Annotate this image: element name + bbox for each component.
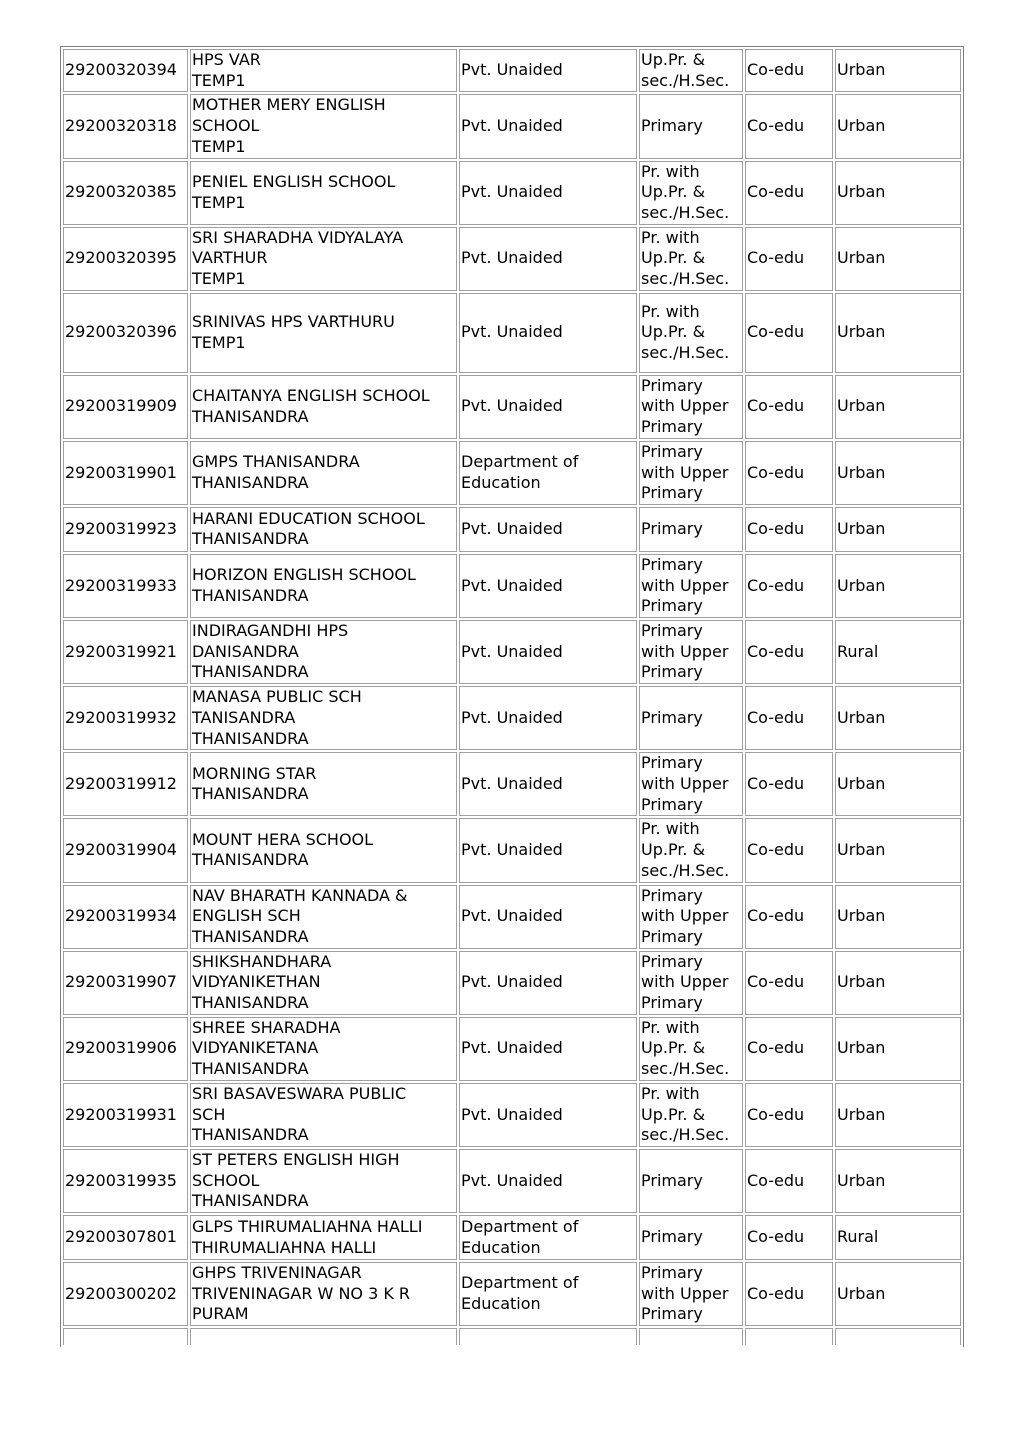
category-line: Up.Pr. & [641, 248, 706, 268]
school-name-cell [190, 885, 457, 949]
category-line: Pr. with [641, 819, 700, 839]
school-name-line: SHREE SHARADHA [192, 1017, 341, 1037]
school-type-cell: Co-edu [745, 818, 833, 882]
school-name-line: THANISANDRA [192, 472, 309, 492]
area-cell: Urban [835, 94, 961, 158]
category-cell [639, 686, 743, 750]
table-row [63, 49, 961, 92]
school-name-line: THANISANDRA [192, 1191, 309, 1211]
table-row [63, 951, 961, 1015]
school-name-cell [190, 49, 457, 92]
school-code-cell: 29200320395 [63, 227, 188, 291]
category-line: Primary [641, 794, 703, 814]
category-line: with Upper [641, 906, 729, 926]
school-type-cell: Co-edu [745, 507, 833, 552]
school-name-line: PENIEL ENGLISH SCHOOL [192, 171, 396, 191]
school-type-cell: Co-edu [745, 1149, 833, 1213]
category-line: sec./H.Sec. [641, 70, 730, 90]
school-name-line: HARANI EDUCATION SCHOOL [192, 508, 425, 528]
school-name-line: THANISANDRA [192, 728, 309, 748]
school-name-line: THANISANDRA [192, 529, 309, 549]
school-code-cell: 29200319909 [63, 375, 188, 439]
school-name-line: THANISANDRA [192, 1059, 309, 1079]
table-row [63, 1215, 961, 1260]
school-name-cell [190, 951, 457, 1015]
school-code-cell: 29200319912 [63, 752, 188, 816]
table-row [63, 293, 961, 373]
category-line: Primary [641, 951, 703, 971]
category-cell [639, 885, 743, 949]
school-type-cell: Co-edu [745, 885, 833, 949]
table-row [63, 441, 961, 505]
school-name-line: INDIRAGANDHI HPS [192, 621, 349, 641]
school-name-line: THANISANDRA [192, 406, 309, 426]
table-row [63, 507, 961, 552]
management-cell: Pvt. Unaided [459, 227, 637, 291]
school-name-line: TRIVENINAGAR W NO 3 K R [192, 1283, 411, 1303]
school-name-line: MOUNT HERA SCHOOL [192, 829, 374, 849]
school-name-cell [190, 507, 457, 552]
management-cell: Pvt. Unaided [459, 818, 637, 882]
category-line: Primary [641, 993, 703, 1013]
school-code-cell: 29200307801 [63, 1215, 188, 1260]
category-line: Pr. with [641, 1017, 700, 1037]
management-cell: Pvt. Unaided [459, 161, 637, 225]
school-name-cell [190, 375, 457, 439]
area-cell: Urban [835, 1017, 961, 1081]
school-name-cell [190, 227, 457, 291]
school-name-cell [190, 1215, 457, 1260]
school-name-line: MOTHER MERY ENGLISH [192, 95, 386, 115]
area-cell: Urban [835, 441, 961, 505]
school-name-line: GHPS TRIVENINAGAR [192, 1263, 362, 1283]
school-type-cell: Co-edu [745, 293, 833, 373]
school-name-line: HPS VAR [192, 50, 261, 69]
school-type-cell: Co-edu [745, 554, 833, 618]
school-name-cell [190, 293, 457, 373]
category-cell [639, 1262, 743, 1326]
category-line: Up.Pr. & [641, 1104, 706, 1124]
empty-cell [63, 1328, 188, 1345]
table-row [63, 1262, 961, 1326]
category-line: Pr. with [641, 161, 700, 181]
school-type-cell: Co-edu [745, 752, 833, 816]
school-name-line: THANISANDRA [192, 926, 309, 946]
category-cell [639, 227, 743, 291]
school-code-cell: 29200319921 [63, 620, 188, 684]
school-name-line: TEMP1 [192, 70, 246, 90]
category-cell [639, 818, 743, 882]
category-cell [639, 161, 743, 225]
school-name-line: TANISANDRA [192, 707, 296, 727]
management-cell: Pvt. Unaided [459, 686, 637, 750]
category-line: Primary [641, 621, 703, 641]
management-cell: Pvt. Unaided [459, 620, 637, 684]
school-code-cell: 29200320318 [63, 94, 188, 158]
school-name-cell [190, 554, 457, 618]
area-cell: Urban [835, 227, 961, 291]
category-cell [639, 293, 743, 373]
empty-cell [190, 1328, 457, 1345]
category-line: Primary [641, 707, 703, 727]
category-line: Primary [641, 375, 703, 395]
school-name-cell [190, 752, 457, 816]
area-cell: Urban [835, 161, 961, 225]
school-name-cell [190, 1262, 457, 1326]
empty-cell [745, 1328, 833, 1345]
category-line: Primary [641, 519, 703, 539]
school-name-line: TEMP1 [192, 332, 246, 352]
school-name-line: THIRUMALIAHNA HALLI [192, 1237, 377, 1257]
school-name-line: HORIZON ENGLISH SCHOOL [192, 565, 416, 585]
area-cell: Urban [835, 1083, 961, 1147]
category-line: Pr. with [641, 227, 700, 247]
school-name-cell [190, 686, 457, 750]
school-name-cell [190, 620, 457, 684]
school-type-cell: Co-edu [745, 94, 833, 158]
category-line: Primary [641, 596, 703, 616]
category-line: sec./H.Sec. [641, 860, 730, 880]
management-cell: Department of Education [459, 1262, 637, 1326]
school-name-line: SCH [192, 1104, 226, 1124]
category-line: Primary [641, 417, 703, 437]
school-code-cell: 29200319906 [63, 1017, 188, 1081]
table-row [63, 620, 961, 684]
category-line: Up.Pr. & [641, 1038, 706, 1058]
school-code-cell: 29200319907 [63, 951, 188, 1015]
category-line: with Upper [641, 972, 729, 992]
category-line: sec./H.Sec. [641, 343, 730, 363]
school-name-line: SRI SHARADHA VIDYALAYA [192, 227, 404, 247]
school-name-line: THANISANDRA [192, 1125, 309, 1145]
category-cell [639, 507, 743, 552]
management-cell: Department of Education [459, 441, 637, 505]
area-cell: Urban [835, 375, 961, 439]
school-name-cell [190, 94, 457, 158]
area-cell: Urban [835, 686, 961, 750]
school-name-line: CHAITANYA ENGLISH SCHOOL [192, 386, 430, 406]
school-name-line: VARTHUR [192, 248, 268, 268]
category-line: Pr. with [641, 1083, 700, 1103]
school-code-cell: 29200319923 [63, 507, 188, 552]
school-code-cell: 29200300202 [63, 1262, 188, 1326]
category-line: with Upper [641, 641, 729, 661]
school-name-line: SHIKSHANDHARA [192, 951, 332, 971]
category-line: Primary [641, 885, 703, 905]
school-name-cell [190, 161, 457, 225]
school-name-line: GMPS THANISANDRA [192, 452, 360, 472]
area-cell: Urban [835, 818, 961, 882]
school-type-cell: Co-edu [745, 951, 833, 1015]
category-cell [639, 620, 743, 684]
management-cell: Pvt. Unaided [459, 1017, 637, 1081]
category-line: Primary [641, 1263, 703, 1283]
management-cell: Department of Education [459, 1215, 637, 1260]
school-name-line: PURAM [192, 1304, 249, 1324]
area-cell: Urban [835, 951, 961, 1015]
school-name-line: THANISANDRA [192, 586, 309, 605]
area-cell: Rural [835, 620, 961, 684]
category-line: with Upper [641, 462, 729, 482]
category-line: Primary [641, 926, 703, 946]
category-line: Pr. with [641, 301, 700, 321]
school-name-cell [190, 1083, 457, 1147]
management-cell: Pvt. Unaided [459, 293, 637, 373]
school-name-line: THANISANDRA [192, 850, 309, 870]
area-cell: Urban [835, 1149, 961, 1213]
school-name-cell [190, 1017, 457, 1081]
school-name-line: THANISANDRA [192, 784, 309, 804]
school-name-line: DANISANDRA [192, 641, 299, 661]
table-row [63, 885, 961, 949]
category-line: Primary [641, 116, 703, 136]
category-cell [639, 94, 743, 158]
school-name-line: ST PETERS ENGLISH HIGH [192, 1149, 400, 1169]
table-row-cutoff [63, 1328, 961, 1345]
area-cell: Urban [835, 507, 961, 552]
table-row [63, 227, 961, 291]
area-cell: Urban [835, 885, 961, 949]
school-code-cell: 29200319934 [63, 885, 188, 949]
category-line: Up.Pr. & [641, 322, 706, 342]
school-code-cell: 29200319932 [63, 686, 188, 750]
category-line: Primary [641, 441, 703, 461]
category-cell [639, 375, 743, 439]
school-code-cell: 29200319904 [63, 818, 188, 882]
category-line: with Upper [641, 773, 729, 793]
management-cell: Pvt. Unaided [459, 1083, 637, 1147]
empty-cell [639, 1328, 743, 1345]
school-name-line: TEMP1 [192, 136, 246, 156]
area-cell: Urban [835, 1262, 961, 1326]
category-line: Up.Pr. & [641, 50, 706, 69]
school-name-line: THANISANDRA [192, 662, 309, 682]
area-cell: Urban [835, 752, 961, 816]
school-type-cell: Co-edu [745, 161, 833, 225]
table-row [63, 752, 961, 816]
category-line: Primary [641, 1170, 703, 1190]
school-name-cell [190, 441, 457, 505]
table-row [63, 1083, 961, 1147]
table-row [63, 818, 961, 882]
category-line: sec./H.Sec. [641, 269, 730, 289]
school-code-cell: 29200319931 [63, 1083, 188, 1147]
school-type-cell: Co-edu [745, 1083, 833, 1147]
school-type-cell: Co-edu [745, 49, 833, 92]
school-table-body [63, 49, 961, 1345]
category-line: Primary [641, 554, 703, 574]
management-cell: Pvt. Unaided [459, 885, 637, 949]
category-line: Up.Pr. & [641, 182, 706, 202]
school-type-cell: Co-edu [745, 1215, 833, 1260]
category-cell [639, 1215, 743, 1260]
school-code-cell: 29200320394 [63, 49, 188, 92]
table-row [63, 1017, 961, 1081]
school-list-page [60, 46, 964, 1347]
school-name-line: TEMP1 [192, 192, 246, 212]
school-type-cell: Co-edu [745, 441, 833, 505]
management-cell: Pvt. Unaided [459, 94, 637, 158]
empty-cell [835, 1328, 961, 1345]
school-name-line: SRI BASAVESWARA PUBLIC [192, 1083, 407, 1103]
school-code-cell: 29200320396 [63, 293, 188, 373]
management-cell: Pvt. Unaided [459, 951, 637, 1015]
area-cell: Urban [835, 554, 961, 618]
category-cell [639, 1083, 743, 1147]
category-line: Primary [641, 1304, 703, 1324]
school-code-cell: 29200319933 [63, 554, 188, 618]
category-line: sec./H.Sec. [641, 1059, 730, 1079]
school-type-cell: Co-edu [745, 1017, 833, 1081]
category-cell [639, 752, 743, 816]
school-name-line: NAV BHARATH KANNADA & [192, 885, 408, 905]
management-cell: Pvt. Unaided [459, 507, 637, 552]
school-name-cell [190, 818, 457, 882]
area-cell: Rural [835, 1215, 961, 1260]
school-type-cell: Co-edu [745, 1262, 833, 1326]
school-type-cell: Co-edu [745, 686, 833, 750]
school-name-line: VIDYANIKETHAN [192, 972, 321, 992]
management-cell: Pvt. Unaided [459, 752, 637, 816]
school-code-cell: 29200320385 [63, 161, 188, 225]
school-name-line: MANASA PUBLIC SCH [192, 687, 362, 707]
table-row [63, 686, 961, 750]
school-code-cell: 29200319901 [63, 441, 188, 505]
category-line: with Upper [641, 396, 729, 416]
category-cell [639, 441, 743, 505]
management-cell: Pvt. Unaided [459, 554, 637, 618]
category-line: sec./H.Sec. [641, 202, 730, 222]
school-name-line: THANISANDRA [192, 993, 309, 1013]
school-name-line: ENGLISH SCH [192, 906, 301, 926]
category-line: with Upper [641, 1283, 729, 1303]
category-cell [639, 1017, 743, 1081]
management-cell: Pvt. Unaided [459, 49, 637, 92]
category-cell [639, 554, 743, 618]
table-row [63, 375, 961, 439]
area-cell: Urban [835, 49, 961, 92]
school-code-cell: 29200319935 [63, 1149, 188, 1213]
school-name-line: SRINIVAS HPS VARTHURU [192, 312, 395, 332]
table-row [63, 94, 961, 158]
management-cell: Pvt. Unaided [459, 1149, 637, 1213]
school-name-line: TEMP1 [192, 269, 246, 289]
table-row [63, 161, 961, 225]
category-line: Primary [641, 483, 703, 503]
school-name-line: SCHOOL [192, 116, 260, 136]
category-line: sec./H.Sec. [641, 1125, 730, 1145]
management-cell: Pvt. Unaided [459, 375, 637, 439]
school-name-line: VIDYANIKETANA [192, 1038, 319, 1058]
category-line: Primary [641, 753, 703, 773]
category-line: Up.Pr. & [641, 840, 706, 860]
table-row [63, 1149, 961, 1213]
category-cell [639, 49, 743, 92]
school-name-line: GLPS THIRUMALIAHNA HALLI [192, 1216, 423, 1236]
school-type-cell: Co-edu [745, 620, 833, 684]
school-table [60, 46, 964, 1347]
school-type-cell: Co-edu [745, 227, 833, 291]
school-type-cell: Co-edu [745, 375, 833, 439]
school-name-line: SCHOOL [192, 1170, 260, 1190]
school-name-cell [190, 1149, 457, 1213]
school-name-line: MORNING STAR [192, 763, 317, 783]
category-cell [639, 951, 743, 1015]
category-line: Primary [641, 1227, 703, 1247]
table-row [63, 554, 961, 618]
empty-cell [459, 1328, 637, 1345]
area-cell: Urban [835, 293, 961, 373]
category-cell [639, 1149, 743, 1213]
category-line: Primary [641, 662, 703, 682]
category-line: with Upper [641, 575, 729, 595]
